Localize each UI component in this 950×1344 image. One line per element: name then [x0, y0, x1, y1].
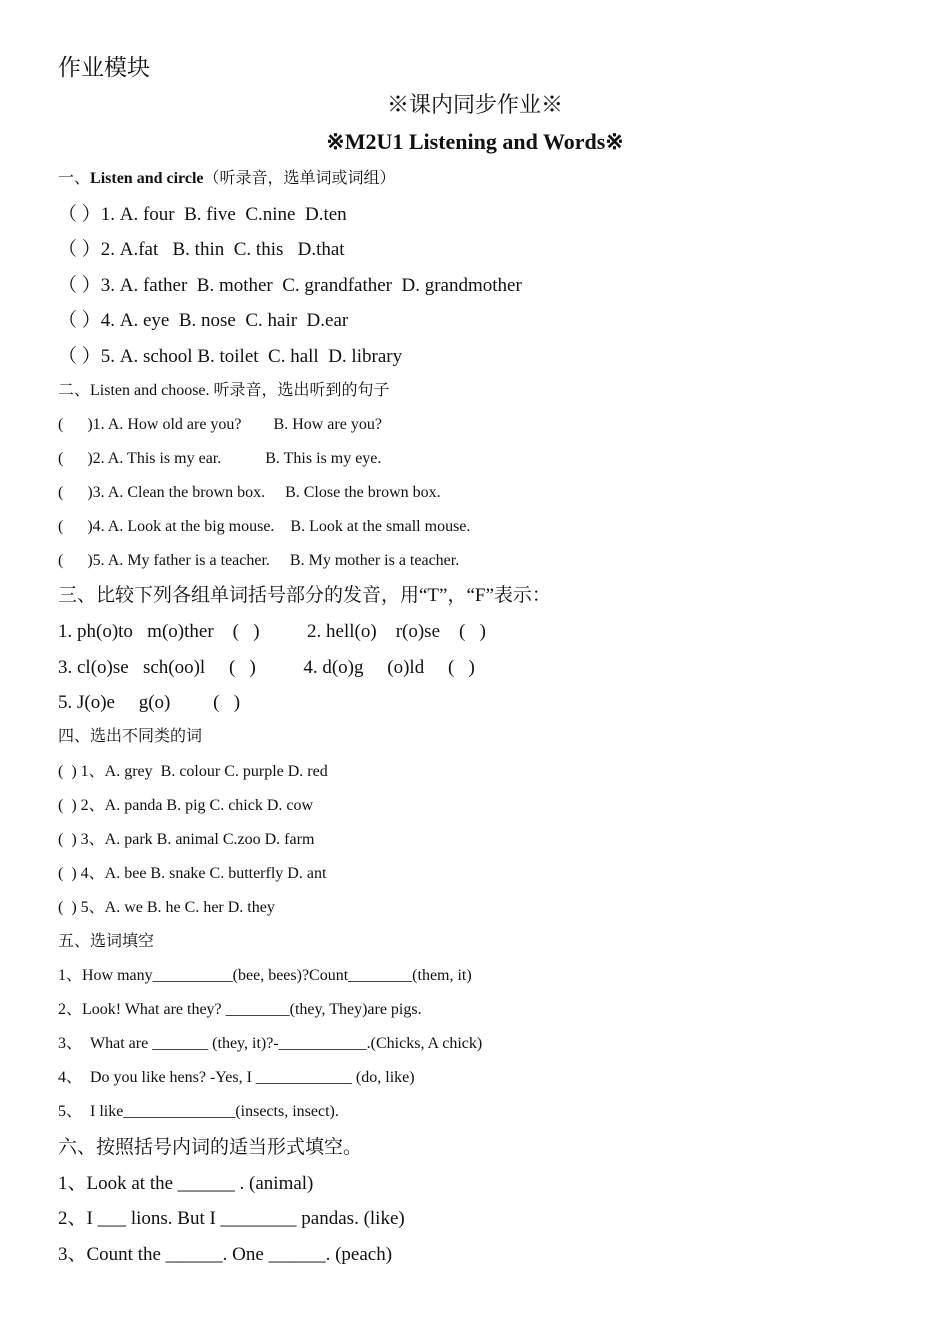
- section2-item: ( )2. A. This is my ear. B. This is my eye.: [58, 450, 382, 467]
- section3-item: 3. cl(o)se sch(oo)l ( ) 4. d(o)g (o)ld ( ): [58, 657, 475, 678]
- section2-item: ( )1. A. How old are you? B. How are you?: [58, 416, 382, 433]
- worksheet-title: ※M2U1 Listening and Words※: [326, 129, 624, 154]
- section5-item: 3、 What are _______ (they, it)?-___________.(Chicks, A chick): [58, 1035, 483, 1052]
- section6-title: 六、按照括号内词的适当形式填空。: [58, 1137, 363, 1158]
- section4-item: ( ) 2、A. panda B. pig C. chick D. cow: [58, 797, 314, 814]
- section1-item: （ ）5. A. school B. toilet C. hall D. library: [58, 346, 403, 367]
- section4-title: 四、选出不同类的词: [58, 728, 203, 745]
- section4-item: ( ) 1、A. grey B. colour C. purple D. red: [58, 763, 328, 780]
- section3-item: 5. J(o)e g(o) ( ): [58, 692, 241, 713]
- section5-item: 1、How many__________(bee, bees)?Count________(them, it): [58, 967, 472, 984]
- section3-title: 三、比较下列各组单词括号部分的发音，用“T”，“F”表示：: [58, 585, 551, 606]
- section2-item: ( )4. A. Look at the big mouse. B. Look at the small mouse.: [58, 518, 471, 535]
- section2-title: 二、Listen and choose. 听录音，选出听到的句子: [58, 382, 390, 399]
- section2-item: ( )5. A. My father is a teacher. B. My mother is a teacher.: [58, 552, 460, 569]
- section1-item: （ ）3. A. father B. mother C. grandfather D. grandmother: [58, 275, 522, 296]
- worksheet-subtitle: ※课内同步作业※: [386, 92, 563, 117]
- section5-title: 五、选词填空: [58, 933, 155, 950]
- section6-item: 3、Count the ______. One ______. (peach): [58, 1244, 393, 1265]
- section4-item: ( ) 4、A. bee B. snake C. butterfly D. ant: [58, 865, 327, 882]
- section6-item: 2、I ___ lions. But I ________ pandas. (like): [58, 1208, 405, 1229]
- section1-title-bold: Listen and circle: [90, 170, 204, 187]
- section2-item: ( )3. A. Clean the brown box. B. Close the brown box.: [58, 484, 441, 501]
- section5-item: 5、 I like______________(insects, insect).: [58, 1103, 339, 1120]
- section1-item: （ ）2. A.fat B. thin C. this D.that: [58, 239, 345, 260]
- section5-item: 4、 Do you like hens? -Yes, I ____________ (do, like): [58, 1069, 415, 1086]
- section6-item: 1、Look at the ______ . (animal): [58, 1173, 314, 1194]
- section1-prefix: 一、: [58, 170, 91, 187]
- section4-item: ( ) 5、A. we B. he C. her D. they: [58, 899, 275, 916]
- section4-item: ( ) 3、A. park B. animal C.zoo D. farm: [58, 831, 315, 848]
- section1-item: （ ）4. A. eye B. nose C. hair D.ear: [58, 310, 349, 331]
- section1-title-cn: （听录音，选单词或词组）: [203, 170, 396, 187]
- module-heading: 作业模块: [58, 55, 150, 80]
- section3-item: 1. ph(o)to m(o)ther ( ) 2. hell(o) r(o)se ( ): [58, 621, 486, 642]
- section5-item: 2、Look! What are they? ________(they, They)are pigs.: [58, 1001, 422, 1018]
- section1-item: （ ）1. A. four B. five C.nine D.ten: [58, 204, 347, 225]
- section1-title: [58, 171, 396, 187]
